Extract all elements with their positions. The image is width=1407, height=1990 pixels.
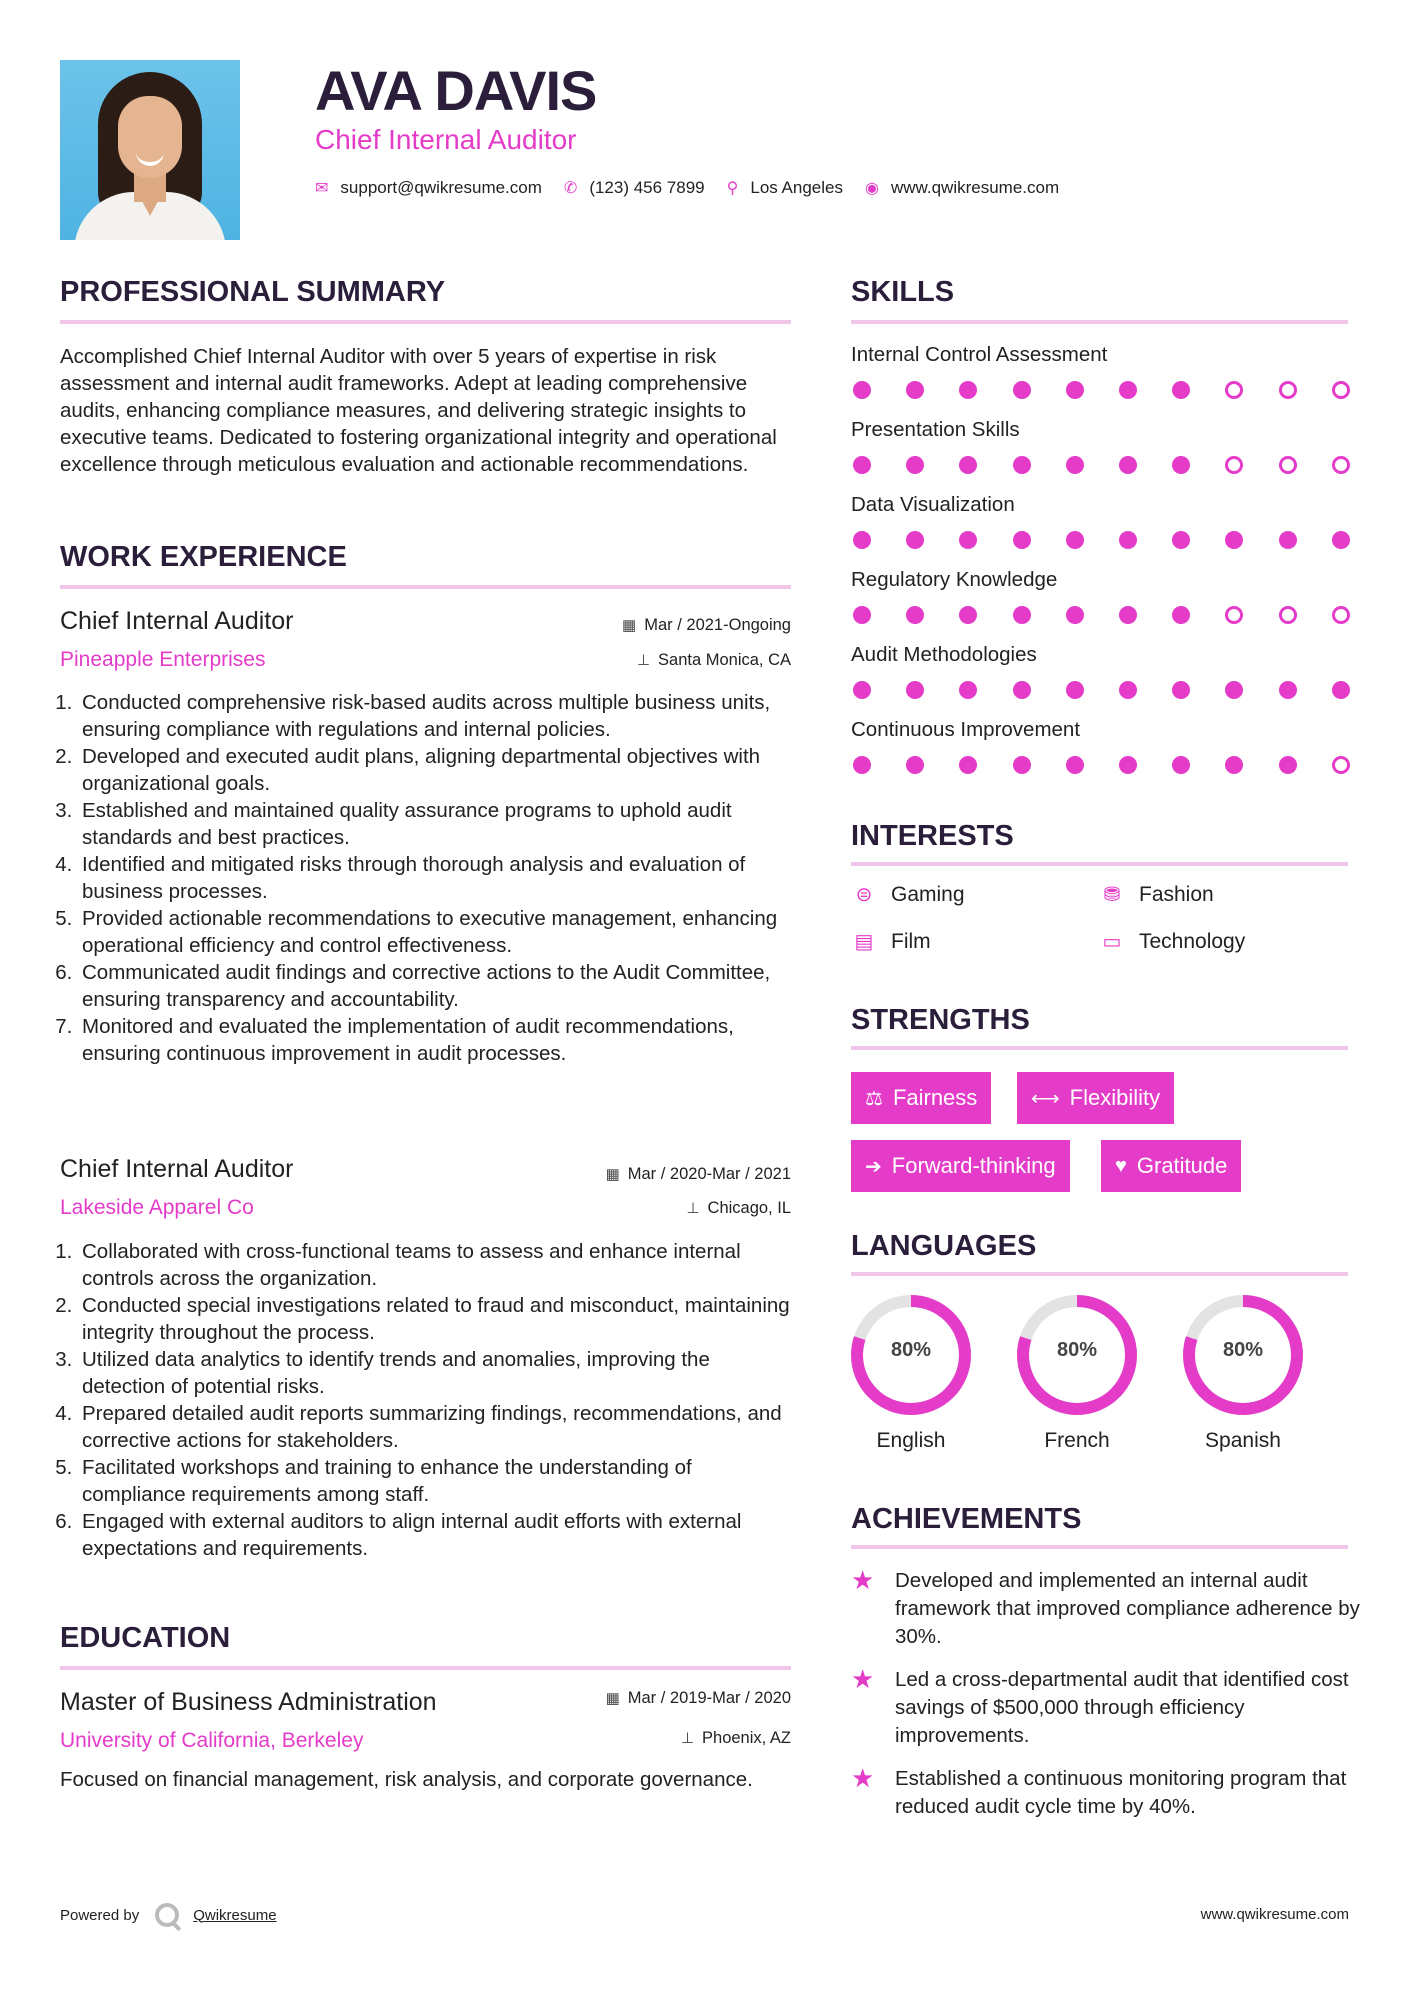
rating-dot-filled: [959, 456, 977, 474]
job-title: Chief Internal Auditor: [60, 607, 294, 635]
envelope-icon: ✉: [315, 180, 329, 197]
rating-dot-filled: [1279, 531, 1297, 549]
responsibility-item: 5. Facilitated workshops and training to enhance the understanding of compliance requirements among staff.: [78, 1454, 795, 1508]
school-name: University of California, Berkeley: [60, 1729, 364, 1752]
footer-website[interactable]: www.qwikresume.com: [1200, 1906, 1349, 1923]
education-description: Focused on financial management, risk analysis, and corporate governance.: [60, 1768, 753, 1791]
rating-dot-filled: [1013, 606, 1031, 624]
heart-icon: ♥: [1115, 1154, 1127, 1177]
rating-dot-filled: [1013, 531, 1031, 549]
strengths-heading: STRENGTHS: [851, 1004, 1030, 1036]
summary-text: Accomplished Chief Internal Auditor with over 5 years of expertise in risk assessment and internal audit frameworks. Adept at leading comprehensive audits, enhancing compliance measures, and delivering strategic insights to executive teams. Dedicated to fostering organizational integrity and operational excellence through meticulous evaluation and actionable recommendations.: [60, 345, 777, 476]
job-location: ⊥ Santa Monica, CA: [636, 651, 791, 669]
rating-dot-empty: [1279, 456, 1297, 474]
language-name: English: [876, 1429, 946, 1452]
achievement-item: ★ Developed and implemented an internal audit framework that improved compliance adherence by 30%.: [851, 1567, 1361, 1651]
language-percent: 80%: [1056, 1339, 1098, 1361]
calendar-icon: ▦: [622, 617, 637, 634]
job-dates: ▦ Mar / 2020-Mar / 2021: [605, 1165, 791, 1183]
rating-dot-filled: [1225, 681, 1243, 699]
language-percent: 80%: [1222, 1339, 1264, 1361]
rating-dot-filled: [1119, 381, 1137, 399]
section-divider: [60, 1666, 791, 1670]
job-company: Pineapple Enterprises: [60, 648, 266, 671]
rating-dot-empty: [1332, 456, 1350, 474]
rating-dot-filled: [1119, 606, 1137, 624]
rating-dot-filled: [1013, 681, 1031, 699]
rating-dot-filled: [1066, 531, 1084, 549]
rating-dot-filled: [1066, 456, 1084, 474]
skill-name: Audit Methodologies: [851, 643, 1037, 666]
contact-website[interactable]: www.qwikresume.com: [890, 178, 1060, 197]
rating-dot-filled: [959, 606, 977, 624]
interest-item-technology: ▭ Technology: [1099, 929, 1245, 954]
laptop-icon: ▭: [1102, 931, 1122, 953]
profile-photo: [60, 60, 240, 240]
rating-dot-filled: [1172, 381, 1190, 399]
rating-dot-filled: [1066, 681, 1084, 699]
arrows-horizontal-icon: ⟷: [1031, 1087, 1060, 1110]
responsibility-item: 5. Provided actionable recommendations to executive management, enhancing operational efficiency and control effectiveness.: [78, 905, 795, 959]
achievement-item: ★ Led a cross-departmental audit that identified cost savings of $500,000 through efficiency improvements.: [851, 1666, 1361, 1750]
candidate-name: AVA DAVIS: [315, 59, 597, 122]
rating-dot-filled: [1172, 456, 1190, 474]
section-divider: [60, 320, 791, 324]
rating-dot-filled: [1013, 456, 1031, 474]
contact-bar: [315, 178, 1081, 198]
globe-icon: ◉: [865, 180, 879, 197]
star-icon: ★: [851, 1664, 875, 1694]
skill-name: Presentation Skills: [851, 418, 1020, 441]
rating-dot-filled: [853, 456, 871, 474]
skill-rating: [853, 681, 1355, 701]
rating-dot-filled: [959, 681, 977, 699]
rating-dot-empty: [1225, 456, 1243, 474]
rating-dot-filled: [1279, 756, 1297, 774]
rating-dot-empty: [1225, 606, 1243, 624]
experience-heading: WORK EXPERIENCE: [60, 541, 347, 573]
responsibility-item: 3. Established and maintained quality assurance programs to uphold audit standards and best practices.: [78, 797, 795, 851]
balance-scale-icon: ⚖: [865, 1087, 883, 1110]
rating-dot-filled: [906, 606, 924, 624]
rating-dot-filled: [959, 381, 977, 399]
calendar-icon: ▦: [605, 1690, 620, 1707]
rating-dot-filled: [959, 531, 977, 549]
film-icon: ▤: [854, 931, 874, 953]
job-responsibilities: [60, 689, 795, 1067]
rating-dot-filled: [853, 606, 871, 624]
job-title: Chief Internal Auditor: [60, 1155, 294, 1183]
responsibility-item: 1. Collaborated with cross-functional teams to assess and enhance internal controls across the organization.: [78, 1238, 795, 1292]
strength-tag-forward-thinking: ➔ Forward-thinking: [851, 1140, 1070, 1192]
rating-dot-filled: [906, 681, 924, 699]
rating-dot-filled: [1119, 756, 1137, 774]
rating-dot-filled: [1332, 531, 1350, 549]
language-item-french: [1015, 1293, 1139, 1453]
rating-dot-empty: [1332, 606, 1350, 624]
section-divider: [851, 1545, 1348, 1549]
job-company: Lakeside Apparel Co: [60, 1196, 254, 1219]
calendar-icon: ▦: [605, 1166, 620, 1183]
rating-dot-filled: [853, 531, 871, 549]
rating-dot-filled: [1332, 681, 1350, 699]
rating-dot-filled: [1225, 756, 1243, 774]
rating-dot-filled: [853, 756, 871, 774]
skill-name: Regulatory Knowledge: [851, 568, 1058, 591]
rating-dot-filled: [906, 456, 924, 474]
section-divider: [60, 585, 791, 589]
skills-heading: SKILLS: [851, 276, 955, 308]
rating-dot-filled: [1172, 606, 1190, 624]
section-divider: [851, 1046, 1348, 1050]
rating-dot-filled: [1013, 756, 1031, 774]
education-dates: ▦ Mar / 2019-Mar / 2020: [605, 1689, 791, 1707]
education-heading: EDUCATION: [60, 1622, 231, 1654]
language-item-english: [849, 1293, 973, 1453]
rating-dot-empty: [1279, 606, 1297, 624]
rating-dot-filled: [1172, 681, 1190, 699]
gamepad-icon: ⊜: [855, 884, 873, 906]
candidate-title: Chief Internal Auditor: [315, 124, 577, 155]
job-dates: ▦ Mar / 2021-Ongoing: [622, 616, 791, 634]
rating-dot-filled: [906, 756, 924, 774]
degree-title: Master of Business Administration: [60, 1688, 437, 1716]
rating-dot-filled: [1013, 381, 1031, 399]
rating-dot-filled: [1172, 756, 1190, 774]
contact-phone[interactable]: (123) 456 7899: [589, 178, 705, 197]
summary-heading: PROFESSIONAL SUMMARY: [60, 276, 446, 308]
interests-heading: INTERESTS: [851, 820, 1014, 852]
job-location: ⊥ Chicago, IL: [686, 1199, 791, 1217]
rating-dot-empty: [1332, 381, 1350, 399]
rating-dot-filled: [1066, 381, 1084, 399]
skill-name: Continuous Improvement: [851, 718, 1081, 741]
skill-name: Data Visualization: [851, 493, 1015, 516]
rating-dot-filled: [1066, 606, 1084, 624]
star-icon: ★: [851, 1565, 875, 1595]
achievements-heading: ACHIEVEMENTS: [851, 1503, 1082, 1535]
rating-dot-filled: [906, 381, 924, 399]
skill-rating: [853, 381, 1355, 401]
rating-dot-empty: [1332, 756, 1350, 774]
pushpin-icon: ⊥: [636, 652, 651, 669]
skill-rating: [853, 531, 1355, 551]
language-item-spanish: [1181, 1293, 1305, 1453]
rating-dot-filled: [853, 381, 871, 399]
skill-rating: [853, 606, 1355, 626]
responsibility-item: 4. Identified and mitigated risks through thorough analysis and evaluation of business processes.: [78, 851, 795, 905]
powered-by-label: Powered by: [60, 1906, 140, 1924]
footer-branding: [60, 1903, 277, 1927]
skill-rating: [853, 756, 1355, 776]
responsibility-item: 3. Utilized data analytics to identify trends and anomalies, improving the detection of potential risks.: [78, 1346, 795, 1400]
language-name: Spanish: [1205, 1429, 1281, 1452]
languages-heading: LANGUAGES: [851, 1230, 1037, 1262]
responsibility-item: 2. Conducted special investigations related to fraud and misconduct, maintaining integrity throughout the process.: [78, 1292, 795, 1346]
rating-dot-filled: [1119, 531, 1137, 549]
rating-dot-filled: [853, 681, 871, 699]
responsibility-item: 4. Prepared detailed audit reports summarizing findings, recommendations, and corrective actions for stakeholders.: [78, 1400, 795, 1454]
contact-location: Los Angeles: [750, 178, 843, 197]
rating-dot-filled: [1225, 531, 1243, 549]
rating-dot-filled: [1279, 681, 1297, 699]
language-percent: 80%: [890, 1339, 932, 1361]
job-responsibilities: [60, 1238, 795, 1562]
rating-dot-filled: [959, 756, 977, 774]
section-divider: [851, 1272, 1348, 1276]
qwikresume-link[interactable]: Qwikresume: [193, 1906, 277, 1924]
pushpin-icon: ⊥: [686, 1200, 700, 1217]
section-divider: [851, 320, 1348, 324]
responsibility-item: 6. Engaged with external auditors to align internal audit efforts with external expectations and requirements.: [78, 1508, 795, 1562]
pushpin-icon: ⊥: [680, 1730, 695, 1747]
education-location: ⊥ Phoenix, AZ: [680, 1729, 791, 1747]
qwikresume-logo-icon: [155, 1903, 179, 1927]
strength-tag-gratitude: ♥ Gratitude: [1101, 1140, 1241, 1192]
interest-item-film: ▤ Film: [851, 929, 931, 954]
phone-icon: ✆: [563, 180, 578, 197]
map-marker-icon: ⚲: [726, 180, 739, 197]
achievement-item: ★ Established a continuous monitoring program that reduced audit cycle time by 40%.: [851, 1765, 1361, 1821]
shopping-bag-icon: ⛃: [1103, 884, 1121, 906]
rating-dot-filled: [1119, 456, 1137, 474]
skill-rating: [853, 456, 1355, 476]
skill-name: Internal Control Assessment: [851, 343, 1108, 366]
interest-item-fashion: ⛃ Fashion: [1099, 882, 1214, 907]
contact-email[interactable]: support@qwikresume.com: [340, 178, 542, 197]
responsibility-item: 2. Developed and executed audit plans, aligning departmental objectives with organizational goals.: [78, 743, 795, 797]
rating-dot-empty: [1225, 381, 1243, 399]
rating-dot-empty: [1279, 381, 1297, 399]
interest-item-gaming: ⊜ Gaming: [851, 882, 965, 907]
rating-dot-filled: [1172, 531, 1190, 549]
rating-dot-filled: [1066, 756, 1084, 774]
responsibility-item: 6. Communicated audit findings and corrective actions to the Audit Committee, ensuring transparency and accountability.: [78, 959, 795, 1013]
star-icon: ★: [851, 1763, 875, 1793]
rating-dot-filled: [1119, 681, 1137, 699]
section-divider: [851, 862, 1348, 866]
responsibility-item: 7. Monitored and evaluated the implementation of audit recommendations, ensuring continuous improvement in audit processes.: [78, 1013, 795, 1067]
responsibility-item: 1. Conducted comprehensive risk-based audits across multiple business units, ensuring compliance with regulations and internal policies.: [78, 689, 795, 743]
rating-dot-filled: [906, 531, 924, 549]
language-name: French: [1044, 1429, 1110, 1452]
strength-tag-fairness: ⚖ Fairness: [851, 1072, 991, 1124]
arrow-right-icon: ➔: [865, 1155, 882, 1178]
strength-tag-flexibility: ⟷ Flexibility: [1017, 1072, 1174, 1124]
